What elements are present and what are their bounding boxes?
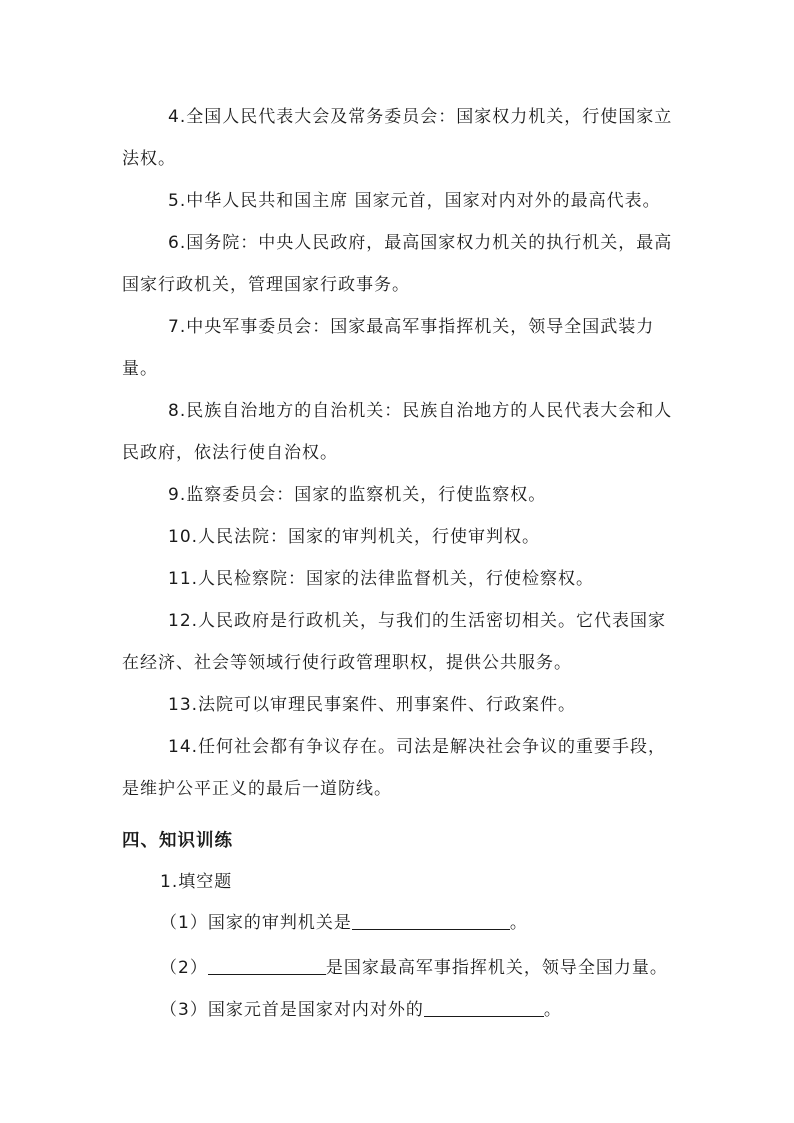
answer-blank-2[interactable] (208, 956, 326, 975)
paragraph-12: 12.人民政府是行政机关，与我们的生活密切相关。它代表国家在经济、社会等领域行使行政管理职权，提供公共服务。 (122, 611, 667, 673)
paragraph-7: 7.中央军事委员会：国家最高军事指挥机关，领导全国武装力量。 (122, 317, 655, 379)
question-3: （3）国家元首是国家对内对外的 。 (160, 1000, 562, 1020)
exercise-title: 1.填空题 (160, 872, 233, 892)
paragraph-11: 11.人民检察院：国家的法律监督机关，行使检察权。 (168, 569, 595, 589)
paragraph-10: 10.人民法院：国家的审判机关，行使审判权。 (168, 527, 541, 547)
paragraph-4: 4.全国人民代表大会及常务委员会：国家权力机关，行使国家立法权。 (122, 107, 673, 169)
paragraph-8: 8.民族自治地方的自治机关：民族自治地方的人民代表大会和人民政府，依法行使自治权。 (122, 401, 673, 463)
paragraph-5: 5.中华人民共和国主席 国家元首，国家对内对外的最高代表。 (168, 191, 661, 211)
answer-blank-3[interactable] (424, 998, 544, 1017)
paragraph-6: 6.国务院：中央人民政府，最高国家权力机关的执行机关，最高国家行政机关，管理国家行政事务。 (122, 233, 673, 295)
paragraph-9: 9.监察委员会：国家的监察机关，行使监察权。 (168, 485, 547, 505)
section-heading: 四、知识训练 (122, 831, 233, 851)
paragraph-14: 14.任何社会都有争议存在。司法是解决社会争议的重要手段，是维护公平正义的最后一道防线。 (122, 737, 667, 799)
answer-blank-1[interactable] (352, 911, 510, 930)
question-1: （1）国家的审判机关是 。 (160, 913, 528, 933)
question-2: （2） 是国家最高军事指挥机关，领导全国力量。 (160, 958, 668, 978)
paragraph-13: 13.法院可以审理民事案件、刑事案件、行政案件。 (168, 695, 577, 715)
